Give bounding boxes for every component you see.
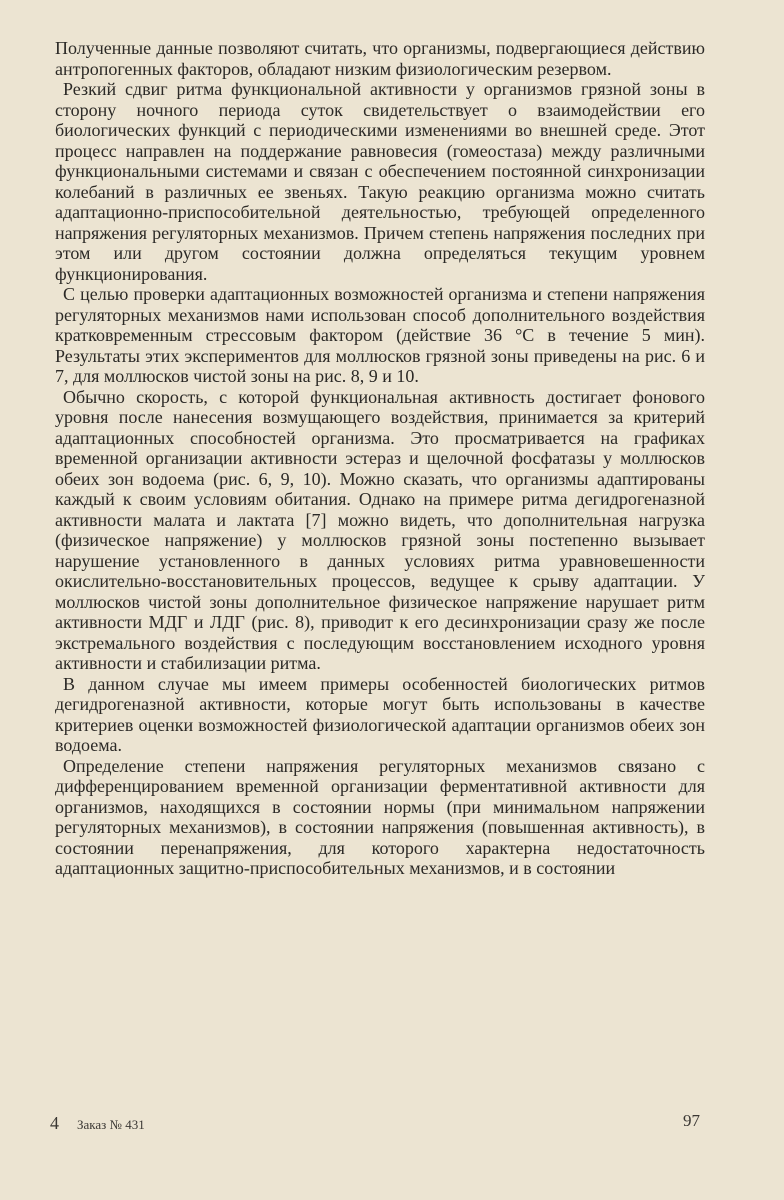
paragraph-6: Определение степени напряжения регуляторных механизмов связано с дифференцированием временной организации ферментативной активности для организмов, находящихся в состоянии нормы (при минимальном напряжении регуляторных механизмов), в состоянии напряжения (повышенная активность), в состоянии перенапряжения, для которого характерна недостаточность адаптационных защитно-приспособительных механизмов, и в состоянии [55, 755, 705, 878]
paragraph-1: Полученные данные позволяют считать, что организмы, подвергающиеся действию антропогенных факторов, обладают низким физиологическим резервом. [55, 38, 705, 79]
page-number: 97 [683, 1111, 700, 1130]
paragraph-5: В данном случае мы имеем примеры особенностей биологических ритмов дегидрогеназной активности, которые могут быть использованы в качестве критериев оценки возможностей физиологической адаптации организмов обеих зон водоема. [55, 673, 705, 755]
body-text [55, 38, 705, 879]
paragraph-3: С целью проверки адаптационных возможностей организма и степени напряжения регуляторных механизмов нами использован способ дополнительного воздействия кратковременным стрессовым фактором (действие 36 °С в течение 5 мин). Результаты этих экспериментов для моллюсков грязной зоны приведены на рис. 6 и 7, для моллюсков чистой зоны на рис. 8, 9 и 10. [55, 284, 705, 386]
paragraph-4: Обычно скорость, с которой функциональная активность достигает фонового уровня после нанесения возмущающего воздействия, принимается за критерий адаптационных способностей организма. Это просматривается на графиках временной организации активности эстераз и щелочной фосфатазы у моллюсков обеих зон водоема (рис. 6, 9, 10). Можно сказать, что организмы адаптированы каждый к своим условиям обитания. Однако на примере ритма дегидрогеназной активности малата и лактата [7] можно видеть, что дополнительная нагрузка (физическое напряжение) у моллюсков грязной зоны постепенно вызывает нарушение установленного в данных условиях ритма уравновешенности окислительно-восстановительных процессов, ведущее к срыву адаптации. У моллюсков чистой зоны дополнительное физическое напряжение нарушает ритм активности МДГ и ЛДГ (рис. 8), приводит к его десинхронизации сразу же после экстремального воздействия с последующим восстановлением исходного уровня активности и стабилизации ритма. [55, 386, 705, 673]
printer-signature [50, 1113, 145, 1134]
signature-number: 4 [50, 1113, 59, 1133]
order-number: Заказ № 431 [77, 1117, 145, 1132]
paragraph-2: Резкий сдвиг ритма функциональной активности у организмов грязной зоны в сторону ночного периода суток свидетельствует о взаимодействии его биологических функций с периодическими изменениями во внешней среде. Этот процесс направлен на поддержание равновесия (гомеостаза) между различными функциональными системами и связан с обеспечением постоянной синхронизации колебаний в различных ее звеньях. Такую реакцию организма можно считать адаптационно-приспособительной деятельностью, требующей определенного напряжения регуляторных механизмов. Причем степень напряжения последних при этом или другом состоянии должна определяться текущим уровнем функционирования. [55, 79, 705, 284]
